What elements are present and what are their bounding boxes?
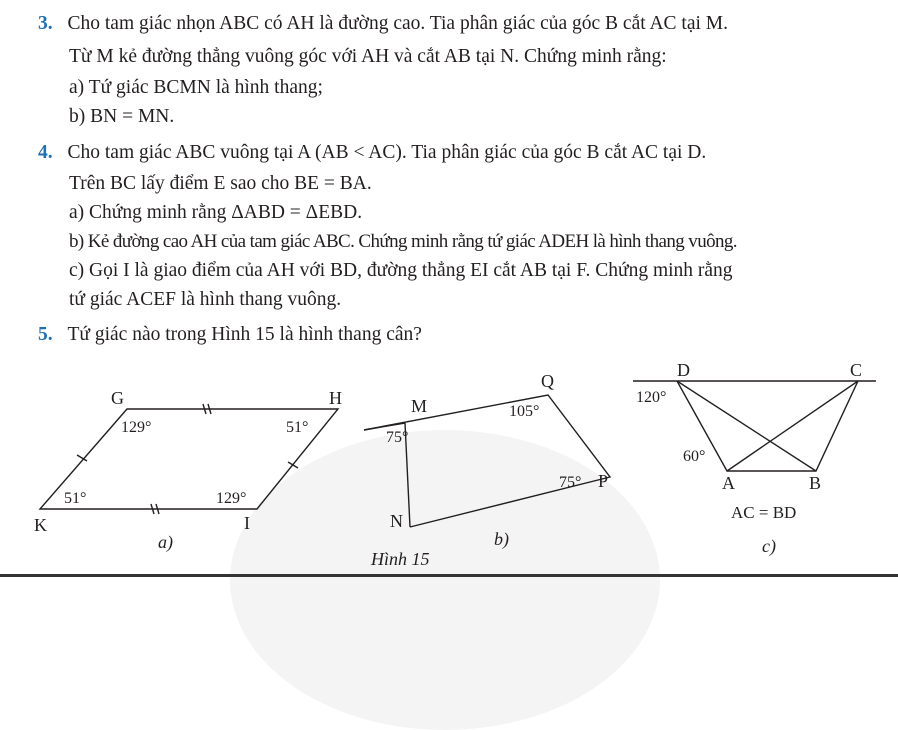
problem-3-part-a: a) Tứ giác BCMN là hình thang; [69,77,323,98]
label-a: a) [158,532,173,552]
vertex-label-H: H [329,388,342,408]
angle-Q: 105° [509,403,540,420]
problem-4-part-c: c) Gọi I là giao điểm của AH với BD, đường thẳng EI cắt AB tại F. Chứng minh rằng [69,260,733,281]
angle-H: 51° [286,419,309,436]
angle-I: 129° [216,490,247,507]
angle-A: 60° [683,448,706,465]
vertex-label-G: G [111,388,124,408]
label-b: b) [494,529,509,549]
angle-G: 129° [121,419,152,436]
problem-4-part-b: b) Kẻ đường cao AH của tam giác ABC. Chứng minh rằng tứ giác ADEH là hình thang vuông. [69,231,737,252]
problem-4-line-1: 4. Cho tam giác ABC vuông tại A (AB < AC). Tia phân giác của góc B cắt AC tại D. [38,142,707,163]
problem-4-line-2: Trên BC lấy điểm E sao cho BE = BA. [69,173,372,194]
vertex-label-Q: Q [541,371,554,391]
vertex-label-K: K [34,515,47,535]
vertex-label-M: M [411,396,428,416]
quadrilateral-b [364,395,610,527]
vertex-label-N: N [390,511,403,531]
problem-number: 4. [38,142,53,163]
vertex-label-I: I [244,513,250,533]
vertex-label-P: P [598,471,609,491]
figure-15 [0,360,898,577]
label-c: c) [762,536,776,556]
vertex-label-D: D [677,360,690,380]
figure-caption: Hình 15 [371,549,430,569]
angle-M: 75° [386,429,409,446]
problem-3-line-2: Từ M kẻ đường thẳng vuông góc với AH và cắt AB tại N. Chứng minh rằng: [69,46,667,67]
vertex-label-B: B [809,473,822,493]
problem-number: 5. [38,324,53,345]
problem-3-line-1: 3. Cho tam giác nhọn ABC có AH là đường cao. Tia phân giác của góc B cắt AC tại M. [38,13,728,34]
vertex-label-C: C [850,360,863,380]
problem-4-part-c-cont: tứ giác ACEF là hình thang vuông. [69,289,342,310]
vertex-label-A: A [722,473,735,493]
problem-3-part-b: b) BN = MN. [69,106,175,127]
angle-D: 120° [636,389,667,406]
condition-c: AC = BD [731,503,797,522]
problem-5-line-1: 5. Tứ giác nào trong Hình 15 là hình thang cân? [38,324,422,345]
problem-number: 3. [38,13,53,34]
angle-K: 51° [64,490,87,507]
angle-P: 75° [559,474,582,491]
problem-4-part-a: a) Chứng minh rằng ΔABD = ΔEBD. [69,202,363,223]
